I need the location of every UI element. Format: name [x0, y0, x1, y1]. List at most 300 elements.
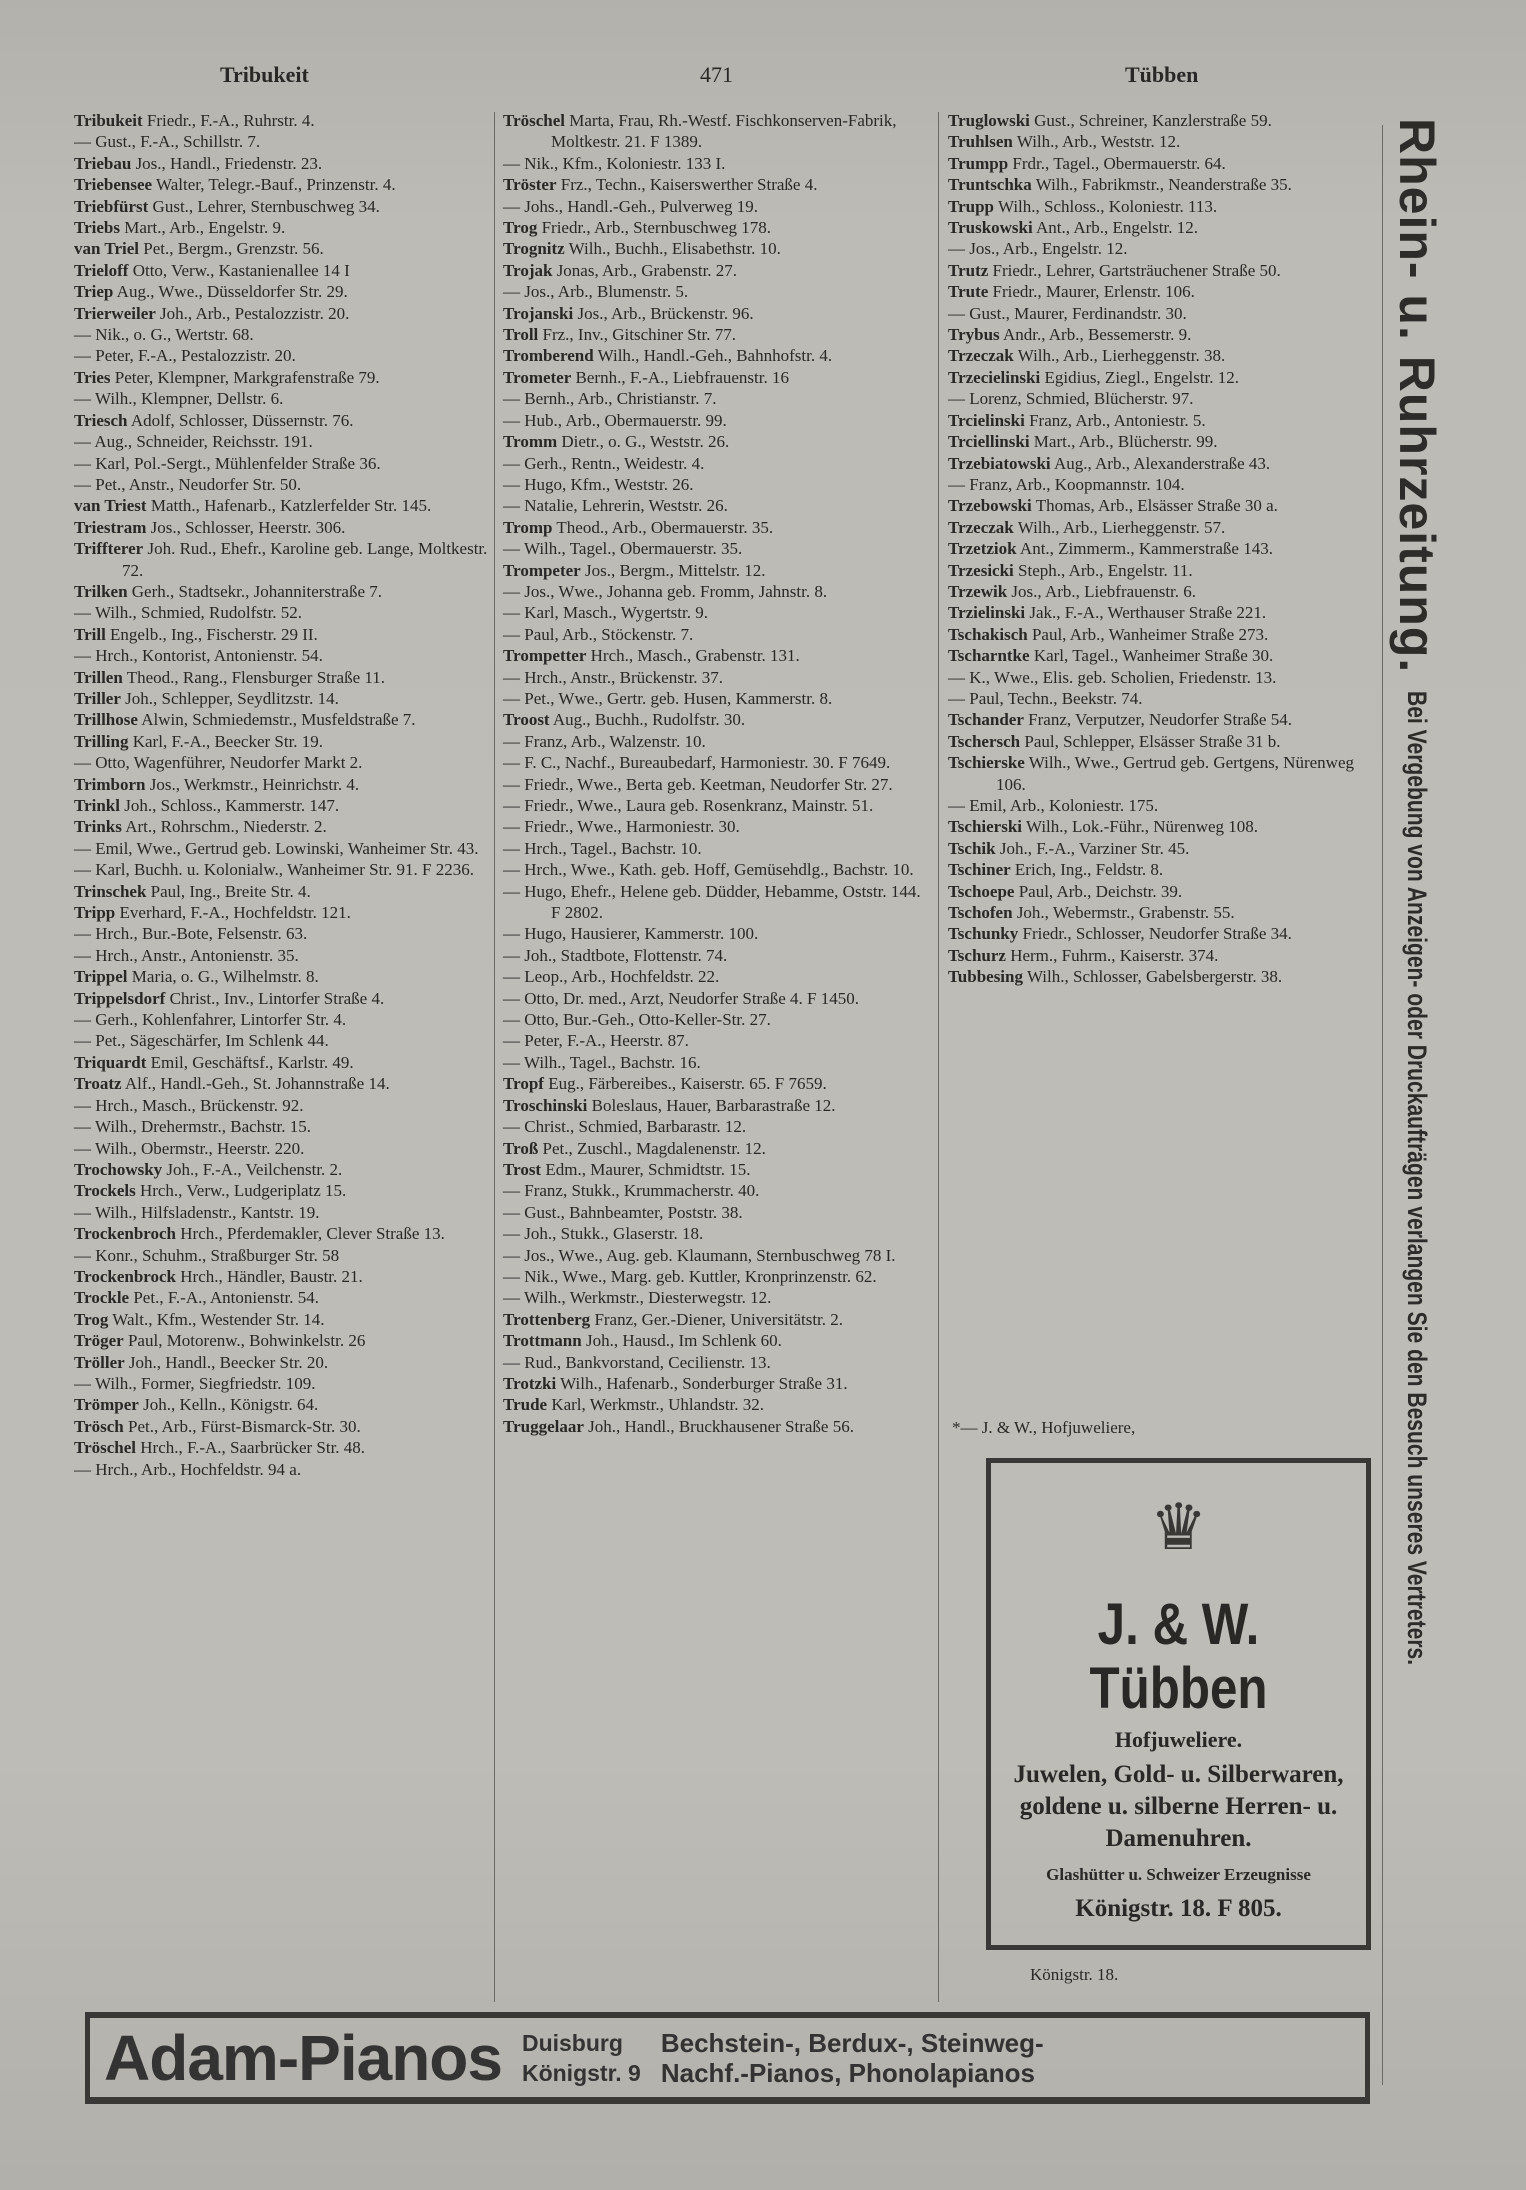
directory-entry — [74, 410, 489, 431]
entry-details: Steph., Arb., Engelstr. 11. — [1018, 560, 1193, 580]
entry-details: Karl, Werkmstr., Uhlandstr. 32. — [551, 1395, 765, 1415]
ad-firm-name: J. & W. Tübben — [1089, 1592, 1268, 1721]
entry-details: Wilh., Arb., Weststr. 12. — [1016, 132, 1181, 152]
entry-details: Otto, Bur.-Geh., Otto-Keller-Str. 27. — [524, 1010, 771, 1030]
crown-icon: ♛ — [1149, 1492, 1208, 1563]
directory-entry — [74, 238, 489, 259]
entry-details: Hrch., Masch., Brückenstr. 92. — [95, 1095, 304, 1115]
entry-details: Franz, Arb., Antoniestr. 5. — [1029, 410, 1206, 430]
entry-details: Gust., Bahnbeamter, Poststr. 38. — [524, 1202, 743, 1222]
directory-entry — [503, 174, 931, 195]
entry-surname: Tschoepe — [948, 881, 1015, 901]
entry-surname: — — [74, 924, 91, 944]
entry-details: Hrch., Kontorist, Antonienstr. 54. — [95, 646, 323, 666]
entry-details: Eug., Färbereibes., Kaiserstr. 65. F 7659. — [548, 1074, 827, 1094]
entry-surname: — — [503, 410, 520, 430]
directory-entry — [503, 1116, 931, 1137]
entry-surname: Trippelsdorf — [74, 988, 166, 1008]
entry-details: Hrch., F.-A., Saarbrücker Str. 48. — [140, 1438, 366, 1458]
entry-surname: Triestram — [74, 517, 147, 537]
entry-details: Friedr., Schlosser, Neudorfer Straße 34. — [1022, 924, 1292, 944]
directory-entry — [74, 517, 489, 538]
entry-surname: Tromm — [503, 432, 558, 452]
piano-brand: Adam-Pianos — [104, 2021, 502, 2094]
directory-entry — [948, 495, 1376, 516]
directory-entry — [74, 709, 489, 730]
entry-surname: — — [74, 603, 91, 623]
directory-entry — [948, 859, 1376, 880]
directory-entry — [74, 367, 489, 388]
entry-surname: Trilken — [74, 581, 128, 601]
entry-surname: — — [948, 688, 965, 708]
entry-details: Johs., Handl.-Geh., Pulverweg 19. — [524, 196, 758, 216]
entry-details: Friedr., Wwe., Berta geb. Keetman, Neudorfer Str. 27. — [524, 774, 893, 794]
entry-details: Wilh., Hafenarb., Sonderburger Straße 31. — [560, 1373, 848, 1393]
piano-street: Königstr. 9 — [521, 2059, 641, 2086]
entry-surname: — — [503, 838, 520, 858]
entry-surname: Trinschek — [74, 881, 147, 901]
piano-advertisement — [85, 2012, 1370, 2104]
directory-entry — [74, 902, 489, 923]
tuebben-advertisement — [986, 1458, 1371, 1950]
entry-surname: Tschierske — [948, 753, 1025, 773]
entry-surname: — — [503, 282, 520, 302]
entry-details: Art., Rohrschm., Niederstr. 2. — [125, 817, 327, 837]
entry-surname: — — [948, 474, 965, 494]
directory-entry — [503, 795, 931, 816]
entry-surname: Tröschel — [503, 111, 566, 130]
directory-entry — [74, 816, 489, 837]
banner-title: Rhein- u. Ruhrzeitung. — [1389, 118, 1445, 674]
directory-entry — [503, 1352, 931, 1373]
entry-details: Walter, Telegr.-Bauf., Prinzenstr. 4. — [156, 175, 396, 195]
entry-surname: — — [74, 132, 91, 152]
directory-entry — [74, 774, 489, 795]
directory-entry — [503, 774, 931, 795]
entry-surname: — — [74, 474, 91, 494]
entry-details: Hrch., Verw., Ludgeriplatz 15. — [139, 1181, 347, 1201]
entry-surname: Tschurz — [948, 945, 1006, 965]
entry-surname: Trutz — [948, 260, 989, 280]
directory-entry — [503, 1245, 931, 1266]
entry-surname: Trost — [503, 1159, 542, 1179]
entry-details: Mart., Arb., Engelstr. 9. — [124, 218, 286, 238]
entry-details: Engelb., Ing., Fischerstr. 29 II. — [110, 624, 318, 644]
entry-details: Gerh., Rentn., Weidestr. 4. — [524, 453, 705, 473]
directory-entry — [74, 1052, 489, 1073]
directory-entry — [74, 1116, 489, 1137]
directory-entry — [503, 859, 931, 880]
directory-entry — [948, 217, 1376, 238]
entry-surname: — — [74, 346, 91, 366]
entry-surname: Trösch — [74, 1416, 124, 1436]
entry-details: Wilh., Schloss., Koloniestr. 113. — [997, 196, 1218, 216]
entry-surname: Tripp — [74, 903, 116, 923]
directory-entry — [503, 367, 931, 388]
entry-details: Hub., Arb., Obermauerstr. 99. — [524, 410, 727, 430]
entry-surname: Triep — [74, 282, 114, 302]
entry-details: Wilh., Wwe., Gertrud geb. Gertgens, Nürenweg 106. — [996, 753, 1354, 794]
entry-details: Lorenz, Schmied, Blücherstr. 97. — [969, 389, 1194, 409]
entry-details: K., Wwe., Elis. geb. Scholien, Friedenstr. 13. — [969, 667, 1277, 687]
entry-surname: Trcielinski — [948, 410, 1025, 430]
column-divider — [494, 112, 495, 2002]
directory-entry — [74, 1095, 489, 1116]
directory-entry — [503, 1138, 931, 1159]
entry-details: Marta, Frau, Rh.-Westf. Fischkonserven-Fabrik, Moltkestr. 21. F 1389. — [551, 111, 897, 152]
entry-details: Hrch., Anstr., Brückenstr. 37. — [524, 667, 724, 687]
entry-details: Gerh., Stadtsekr., Johanniterstraße 7. — [131, 581, 382, 601]
directory-entry — [503, 517, 931, 538]
directory-entry — [948, 538, 1376, 559]
entry-details: Wilh., Handl.-Geh., Bahnhofstr. 4. — [597, 346, 833, 366]
directory-entry — [74, 538, 489, 581]
entry-details: Emil, Wwe., Gertrud geb. Lowinski, Wanheimer Str. 43. — [95, 838, 479, 858]
directory-entry — [74, 281, 489, 302]
entry-surname: — — [503, 924, 520, 944]
entry-surname: Trinkl — [74, 796, 120, 815]
directory-entry — [74, 196, 489, 217]
entry-surname: — — [74, 389, 91, 409]
entry-surname: Trockle — [74, 1288, 130, 1308]
entry-details: Jos., Werkmstr., Heinrichstr. 4. — [149, 774, 360, 794]
directory-entry — [503, 923, 931, 944]
entry-surname: Triebs — [74, 218, 120, 238]
entry-surname: — — [74, 453, 91, 473]
directory-entry — [74, 260, 489, 281]
entry-surname: — — [503, 945, 520, 965]
directory-entry — [74, 1266, 489, 1287]
entry-surname: Truntschka — [948, 175, 1032, 195]
tuebben-address-line: Königstr. 18. — [1030, 1965, 1119, 1984]
entry-surname: — — [503, 967, 520, 987]
ad-subtitle: Hofjuweliere. — [1114, 1727, 1243, 1752]
directory-entry — [74, 988, 489, 1009]
entry-surname: — — [503, 1245, 520, 1265]
directory-entry — [948, 303, 1376, 324]
entry-details: Andr., Arb., Bessemerstr. 9. — [1002, 325, 1192, 345]
entry-surname: — — [74, 1373, 91, 1393]
directory-entry — [503, 217, 931, 238]
entry-surname: — — [74, 860, 91, 880]
directory-entry — [948, 474, 1376, 495]
directory-entry — [74, 1245, 489, 1266]
entry-details: Joh. Rud., Ehefr., Karoline geb. Lange, Moltkestr. 72. — [122, 539, 488, 580]
directory-entry — [74, 474, 489, 495]
directory-entry — [948, 388, 1376, 409]
entry-surname: — — [503, 753, 520, 773]
entry-details: Joh., Handl., Beecker Str. 20. — [128, 1352, 329, 1372]
entry-surname: — — [948, 667, 965, 687]
entry-details: Jos., Wwe., Johanna geb. Fromm, Jahnstr. 8. — [524, 581, 828, 601]
entry-surname: — — [503, 881, 520, 901]
directory-entry — [74, 859, 489, 880]
directory-entry — [503, 1052, 931, 1073]
entry-surname: — — [503, 1052, 520, 1072]
directory-entry — [74, 1180, 489, 1201]
entry-details: Karl, Pol.-Sergt., Mühlenfelder Straße 36. — [95, 453, 381, 473]
entry-surname: Trippel — [74, 967, 128, 987]
directory-entry — [74, 966, 489, 987]
entry-surname: Trotzki — [503, 1373, 557, 1393]
entry-surname: Triebfürst — [74, 196, 149, 216]
entry-surname: — — [503, 1181, 520, 1201]
entry-surname: Trockenbroch — [74, 1224, 177, 1244]
entry-surname: — — [503, 474, 520, 494]
entry-details: Nik., o. G., Wertstr. 68. — [95, 325, 254, 345]
directory-entry — [503, 495, 931, 516]
directory-entry — [948, 324, 1376, 345]
entry-details: Franz, Arb., Koopmannstr. 104. — [969, 474, 1185, 494]
directory-entry — [948, 131, 1376, 152]
directory-entry — [503, 303, 931, 324]
directory-entry — [503, 153, 931, 174]
entry-details: Joh., Hausd., Im Schlenk 60. — [585, 1331, 782, 1351]
directory-entry — [74, 303, 489, 324]
entry-surname: Tropf — [503, 1074, 544, 1094]
directory-entry — [948, 410, 1376, 431]
entry-surname: Tschunky — [948, 924, 1019, 944]
entry-surname: — — [503, 496, 520, 516]
directory-entry — [503, 581, 931, 602]
directory-column-1 — [74, 110, 489, 1480]
directory-entry — [74, 495, 489, 516]
entry-surname: Trierweiler — [74, 303, 156, 323]
directory-entry — [503, 688, 931, 709]
directory-entry — [503, 709, 931, 730]
entry-surname: Truglowski — [948, 111, 1030, 130]
directory-entry — [74, 602, 489, 623]
entry-surname: — — [74, 1138, 91, 1158]
directory-entry — [74, 217, 489, 238]
entry-surname: — — [503, 1352, 520, 1372]
directory-entry — [503, 1159, 931, 1180]
entry-details: Friedr., Maurer, Erlenstr. 106. — [992, 282, 1195, 302]
entry-details: Mart., Arb., Blücherstr. 99. — [1033, 432, 1218, 452]
directory-entry — [948, 602, 1376, 623]
directory-entry — [503, 838, 931, 859]
directory-entry — [74, 153, 489, 174]
entry-surname: Trockels — [74, 1181, 136, 1201]
directory-entry — [948, 667, 1376, 688]
entry-details: Nik., Kfm., Koloniestr. 133 I. — [524, 153, 726, 173]
entry-details: Gerh., Kohlenfahrer, Lintorfer Str. 4. — [95, 1010, 347, 1030]
entry-surname: — — [74, 325, 91, 345]
directory-entry — [948, 517, 1376, 538]
entry-surname: Triquardt — [74, 1052, 147, 1072]
entry-details: Pet., F.-A., Antonienstr. 54. — [133, 1288, 319, 1308]
entry-surname: Tschik — [948, 838, 996, 858]
entry-surname: Trockenbrock — [74, 1266, 177, 1286]
entry-details: Alf., Handl.-Geh., St. Johannstraße 14. — [124, 1074, 390, 1094]
directory-entry — [74, 667, 489, 688]
directory-entry — [503, 238, 931, 259]
entry-surname: — — [503, 731, 520, 751]
directory-entry — [948, 645, 1376, 666]
directory-entry — [503, 816, 931, 837]
entry-surname: Tschakisch — [948, 624, 1028, 644]
directory-entry — [503, 388, 931, 409]
entry-details: Gust., Lehrer, Sternbuschweg 34. — [152, 196, 380, 216]
entry-surname: Trognitz — [503, 239, 565, 259]
directory-entry — [74, 110, 489, 131]
entry-details: Jos., Wwe., Aug. geb. Klaumann, Sternbuschweg 78 I. — [524, 1245, 896, 1265]
directory-entry — [503, 1095, 931, 1116]
entry-surname: Triebau — [74, 153, 132, 173]
entry-surname: Tries — [74, 367, 111, 387]
entry-surname: Tröster — [503, 175, 557, 195]
directory-entry — [74, 131, 489, 152]
entry-details: Herm., Fuhrm., Kaiserstr. 374. — [1010, 945, 1219, 965]
entry-surname: Tröller — [74, 1352, 125, 1372]
entry-details: Paul, Techn., Beekstr. 74. — [969, 688, 1143, 708]
entry-surname: Troatz — [74, 1074, 122, 1094]
entry-details: Hugo, Kfm., Weststr. 26. — [524, 474, 694, 494]
directory-entry — [948, 281, 1376, 302]
entry-details: Christ., Schmied, Barbarastr. 12. — [524, 1117, 747, 1137]
entry-surname: Triesch — [74, 410, 128, 430]
entry-surname: — — [948, 239, 965, 259]
entry-details: Aug., Schneider, Reichsstr. 191. — [94, 432, 313, 452]
directory-entry — [948, 153, 1376, 174]
entry-details: Frz., Techn., Kaiserswerther Straße 4. — [560, 175, 818, 195]
directory-entry — [503, 1009, 931, 1030]
entry-details: Wilh., Lok.-Führ., Nürenweg 108. — [1025, 817, 1259, 837]
entry-details: Bernh., F.-A., Liebfrauenstr. 16 — [575, 367, 789, 387]
entry-surname: — — [503, 667, 520, 687]
entry-details: Franz, Arb., Walzenstr. 10. — [524, 731, 706, 751]
entry-surname: Trupp — [948, 196, 994, 216]
entry-surname: Tröger — [74, 1331, 124, 1351]
directory-entry — [948, 431, 1376, 452]
directory-entry — [74, 838, 489, 859]
entry-surname: Trzecielinski — [948, 367, 1041, 387]
entry-details: Pet., Arb., Fürst-Bismarck-Str. 30. — [128, 1416, 361, 1436]
entry-details: Hrch., Anstr., Antonienstr. 35. — [95, 945, 299, 965]
directory-entry — [74, 1159, 489, 1180]
ad-origin: Glashütter u. Schweizer Erzeugnisse — [1046, 1865, 1311, 1884]
directory-entry — [503, 1309, 931, 1330]
entry-surname: — — [74, 838, 91, 858]
entry-details: Emil, Arb., Koloniestr. 175. — [969, 796, 1159, 815]
entry-surname: — — [503, 1266, 520, 1286]
directory-entry — [74, 345, 489, 366]
entry-surname: — — [74, 945, 91, 965]
directory-entry — [503, 281, 931, 302]
entry-details: Gust., F.-A., Schillstr. 7. — [95, 132, 261, 152]
directory-entry — [74, 1009, 489, 1030]
entry-surname: Trzielinski — [948, 603, 1026, 623]
entry-surname: — — [503, 539, 520, 559]
ad-address: Königstr. 18. F 805. — [1075, 1895, 1282, 1922]
entry-surname: Trochowsky — [74, 1159, 163, 1179]
entry-details: Paul, Schlepper, Elsässer Straße 31 b. — [1024, 731, 1281, 751]
entry-surname: Trybus — [948, 325, 1000, 345]
entry-details: Pet., Anstr., Neudorfer Str. 50. — [95, 474, 302, 494]
entry-details: Konr., Schuhm., Straßburger Str. 58 — [95, 1245, 340, 1265]
entry-details: Wilh., Schlosser, Gabelsbergerstr. 38. — [1026, 967, 1283, 987]
directory-entry — [74, 1309, 489, 1330]
entry-surname: Trute — [948, 282, 989, 302]
entry-details: Karl, F.-A., Beecker Str. 19. — [132, 731, 324, 751]
directory-entry — [503, 1394, 931, 1415]
tuebben-entry: *— J. & W., Hofjuweliere, — [952, 1418, 1136, 1437]
entry-details: Theod., Rang., Flensburger Straße 11. — [126, 667, 386, 687]
directory-entry — [948, 110, 1376, 131]
entry-details: Boleslaus, Hauer, Barbarastraße 12. — [591, 1095, 836, 1115]
directory-entry — [503, 1266, 931, 1287]
entry-details: Paul, Arb., Deichstr. 39. — [1018, 881, 1183, 901]
entry-details: Erich, Ing., Feldstr. 8. — [1014, 860, 1164, 880]
entry-details: Hrch., Masch., Grabenstr. 131. — [590, 646, 800, 666]
directory-entry — [74, 324, 489, 345]
entry-surname: Tribukeit — [74, 111, 143, 130]
entry-surname: Tröschel — [74, 1438, 137, 1458]
directory-entry — [948, 945, 1376, 966]
entry-surname: — — [503, 453, 520, 473]
entry-details: Karl, Tagel., Wanheimer Straße 30. — [1033, 646, 1274, 666]
directory-entry — [503, 602, 931, 623]
directory-entry — [503, 1287, 931, 1308]
directory-entry — [74, 795, 489, 816]
directory-entry — [948, 196, 1376, 217]
directory-entry — [948, 881, 1376, 902]
entry-surname: Trillhose — [74, 710, 138, 730]
entry-details: Wilh., Tagel., Bachstr. 16. — [523, 1052, 701, 1072]
entry-details: Joh., Arb., Pestalozzistr. 20. — [160, 303, 350, 323]
entry-surname: Trciellinski — [948, 432, 1030, 452]
entry-details: Joh., Stadtbote, Flottenstr. 74. — [524, 945, 728, 965]
column-divider — [938, 112, 939, 2002]
entry-surname: Trompetter — [503, 646, 587, 666]
entry-surname: Tschierski — [948, 817, 1023, 837]
entry-details: Dietr., o. G., Weststr. 26. — [561, 432, 730, 452]
directory-entry — [503, 1416, 931, 1437]
entry-details: Hrch., Arb., Hochfeldstr. 94 a. — [95, 1459, 302, 1479]
entry-details: Theod., Arb., Obermauerstr. 35. — [556, 517, 774, 537]
entry-surname: Trog — [74, 1309, 109, 1329]
entry-surname: Trompeter — [503, 560, 581, 580]
entry-details: Joh., Handl., Bruckhausener Straße 56. — [588, 1416, 854, 1436]
directory-entry — [74, 1073, 489, 1094]
entry-surname: — — [503, 688, 520, 708]
entry-surname: — — [74, 646, 91, 666]
directory-entry — [74, 1030, 489, 1051]
directory-entry — [948, 581, 1376, 602]
entry-details: Bernh., Arb., Christianstr. 7. — [524, 389, 717, 409]
entry-surname: — — [503, 1288, 520, 1308]
directory-entry — [503, 1223, 931, 1244]
entry-surname: Trinks — [74, 817, 122, 837]
entry-surname: — — [74, 1095, 91, 1115]
entry-details: Frdr., Tagel., Obermauerstr. 64. — [1012, 153, 1226, 173]
entry-details: Wilh., Fabrikmstr., Neanderstraße 35. — [1035, 175, 1292, 195]
entry-surname: — — [74, 1117, 91, 1137]
entry-details: Pet., Bergm., Grenzstr. 56. — [143, 239, 324, 259]
entry-details: Karl, Buchh. u. Kolonialw., Wanheimer Str. 91. F 2236. — [95, 860, 474, 880]
directory-entry — [948, 453, 1376, 474]
directory-column-3 — [948, 110, 1376, 988]
directory-column-2 — [503, 110, 931, 1437]
entry-surname: Tromberend — [503, 346, 594, 366]
entry-surname: Trojak — [503, 260, 553, 280]
entry-details: Wilh., Arb., Lierheggenstr. 38. — [1017, 346, 1226, 366]
entry-surname: — — [503, 817, 520, 837]
entry-details: Jos., Schlosser, Heerstr. 306. — [150, 517, 346, 537]
entry-details: Wilh., Hilfsladenstr., Kantstr. 19. — [94, 1202, 320, 1222]
entry-details: Walt., Kfm., Westender Str. 14. — [112, 1309, 325, 1329]
directory-entry — [74, 752, 489, 773]
